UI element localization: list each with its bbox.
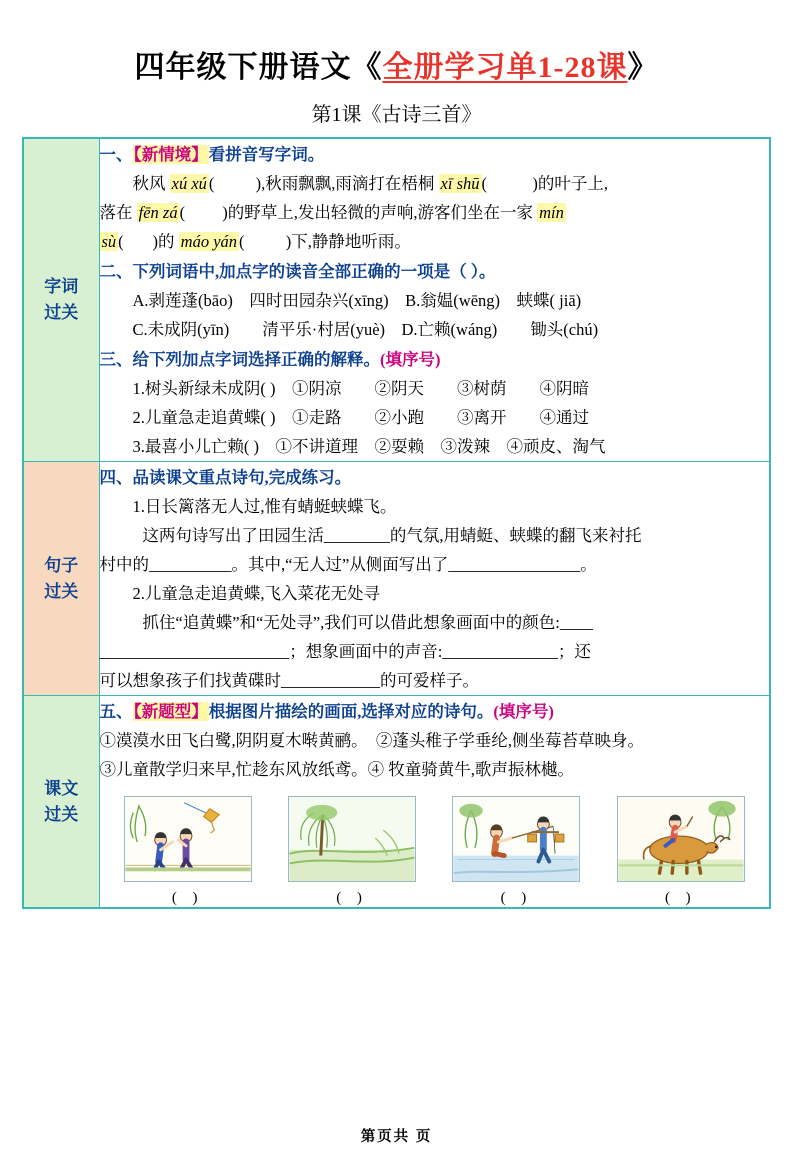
table-row-sentences: [23, 462, 770, 696]
question-4-item-2-line-2: _______________________；想象画面中的声音:______________；还: [99, 642, 591, 661]
question-3-note: (填序号): [380, 350, 441, 369]
row-label-vocabulary: [23, 138, 99, 462]
question-4-heading: 四、品读课文重点诗句,完成练习。: [99, 468, 352, 487]
question-3-item-3: 3.最喜小儿亡赖( ) ①不讲道理 ②耍赖 ③泼辣 ④顽皮、淘气: [132, 437, 606, 456]
question-5-text: 根据图片描绘的画面,选择对应的诗句。: [208, 702, 494, 721]
question-5-heading: [100, 698, 770, 725]
picture-item-1: [124, 796, 252, 907]
row-label-vocabulary-line2: 过关: [44, 303, 79, 322]
question-5-poem-line-1: ①漠漠水田飞白鹭,阴阴夏木啭黄鹂。 ②蓬头稚子学垂纶,侧坐莓苔草映身。: [99, 731, 644, 750]
picture-kite-children: [124, 796, 252, 882]
row-label-text: [23, 696, 99, 909]
question-2-options-line-1: A.剥莲蓬(bāo) 四时田园杂兴(xīng) B.翁媪(wēng) 蛱蝶( jiā): [132, 291, 582, 310]
question-3-item-1: 1.树头新绿未成阴( ) ①阴凉 ②阴天 ③树荫 ④阴暗: [132, 379, 589, 398]
lesson-subtitle: 第1课《古诗三首》: [311, 104, 482, 126]
question-2-options-line-2: C.未成阴(yīn) 清平乐·村居(yuè) D.亡赖(wáng) 锄头(chú): [132, 320, 599, 339]
worksheet-table: [22, 137, 771, 909]
picture-ox-herdboy: [617, 796, 745, 882]
question-3-item-2: 2.儿童急走追黄蝶( ) ①走路 ②小跑 ③离开 ④通过: [132, 408, 589, 427]
pinyin-fenza: fēn zá: [138, 203, 178, 222]
picture-willow-field-art: [289, 797, 415, 881]
row-label-vocabulary-line1: 字词: [44, 277, 79, 296]
picture-row: [100, 796, 770, 907]
picture-3-answer-blank[interactable]: ( ): [500, 890, 533, 906]
question-5-note: (填序号): [493, 702, 554, 721]
page-title-prefix: 四年级下册语文《: [134, 51, 383, 84]
question-3-heading: [100, 346, 770, 373]
question-4-item-2-poem: 2.儿童急走追黄蝶,飞入菜花无处寻: [132, 584, 380, 603]
picture-4-answer-blank[interactable]: ( ): [664, 890, 697, 906]
picture-fishing-boy-art: [453, 797, 579, 881]
question-4-item-2-line-3: 可以想象孩子们找黄碟时____________的可爱样子。: [99, 671, 479, 690]
table-row-text: [23, 696, 770, 909]
picture-willow-field: [288, 796, 416, 882]
question-3-text: 三、给下列加点字词选择正确的解释。: [99, 350, 380, 369]
question-1-heading: [100, 141, 770, 168]
question-1-line-1: 秋风 xú xú ( ),秋雨飘飘,雨滴打在梧桐 xī shū ( )的叶子上,: [132, 174, 608, 193]
question-1-line-3: sù ( )的 máo yán ( )下,静静地听雨。: [101, 232, 411, 251]
row-label-sentences: [23, 462, 99, 696]
question-1-line-2: 落在 fēn zá ( )的野草上,发出轻微的声响,游客们坐在一家 mín: [99, 203, 564, 222]
row-content-sentences: [99, 462, 770, 696]
picture-item-2: [288, 796, 416, 907]
picture-ox-herdboy-art: [618, 797, 744, 881]
page-footer: 第页共 页: [360, 1129, 433, 1145]
question-4-item-1-line-2: 村中的__________。其中,“无人过”从侧面写出了________________。: [99, 555, 597, 574]
page-title-suffix: 》: [627, 51, 659, 84]
question-1-number: 一、: [99, 145, 133, 164]
pinyin-maoyan: máo yán: [180, 232, 238, 251]
question-4-item-2-line-1: 抓住“追黄蝶”和“无处寻”,我们可以借此想象画面中的颜色:____: [142, 613, 593, 632]
pinyin-xishu: xī shū: [440, 174, 480, 193]
row-content-text: [99, 696, 770, 909]
question-1-text: 看拼音写字词。: [208, 145, 325, 164]
question-5-poem-line-2: ③儿童散学归来早,忙趁东风放纸鸢。④ 牧童骑黄牛,歌声振林樾。: [99, 760, 574, 779]
pinyin-minsu-2: sù: [101, 232, 117, 251]
row-label-text-line1: 课文: [44, 778, 79, 798]
picture-2-answer-blank[interactable]: ( ): [336, 890, 368, 906]
picture-item-4: [617, 796, 745, 907]
question-2-heading: 二、下列词语中,加点字的读音全部正确的一项是（ ）。: [99, 262, 496, 281]
row-content-vocabulary: [99, 138, 770, 462]
page-title-highlight: 全册学习单1-28课: [382, 51, 628, 84]
new-context-tag: 【新情境】: [133, 145, 208, 164]
table-row-vocabulary: [23, 138, 770, 462]
picture-item-3: [452, 796, 580, 907]
picture-kite-children-art: [125, 797, 251, 881]
picture-1-answer-blank[interactable]: ( ): [171, 890, 204, 906]
row-label-text-line2: 过关: [44, 804, 79, 824]
picture-fishing-boy: [452, 796, 580, 882]
pinyin-xuxu: xú xú: [171, 174, 207, 193]
question-4-item-1-line-1: 这两句诗写出了田园生活________的气氛,用蜻蜓、蛱蝶的翻飞来衬托: [142, 526, 642, 545]
question-4-item-1-poem: 1.日长篱落无人过,惟有蜻蜓蛱蝶飞。: [132, 497, 397, 516]
pinyin-minsu: mín: [539, 203, 564, 222]
row-label-sentences-line1: 句子: [44, 555, 79, 575]
page-title: [22, 42, 771, 86]
question-5-number: 五、: [99, 702, 133, 721]
worksheet-page: [0, 42, 793, 1164]
row-label-sentences-line2: 过关: [44, 581, 79, 601]
new-question-type-tag: 【新题型】: [133, 702, 208, 721]
